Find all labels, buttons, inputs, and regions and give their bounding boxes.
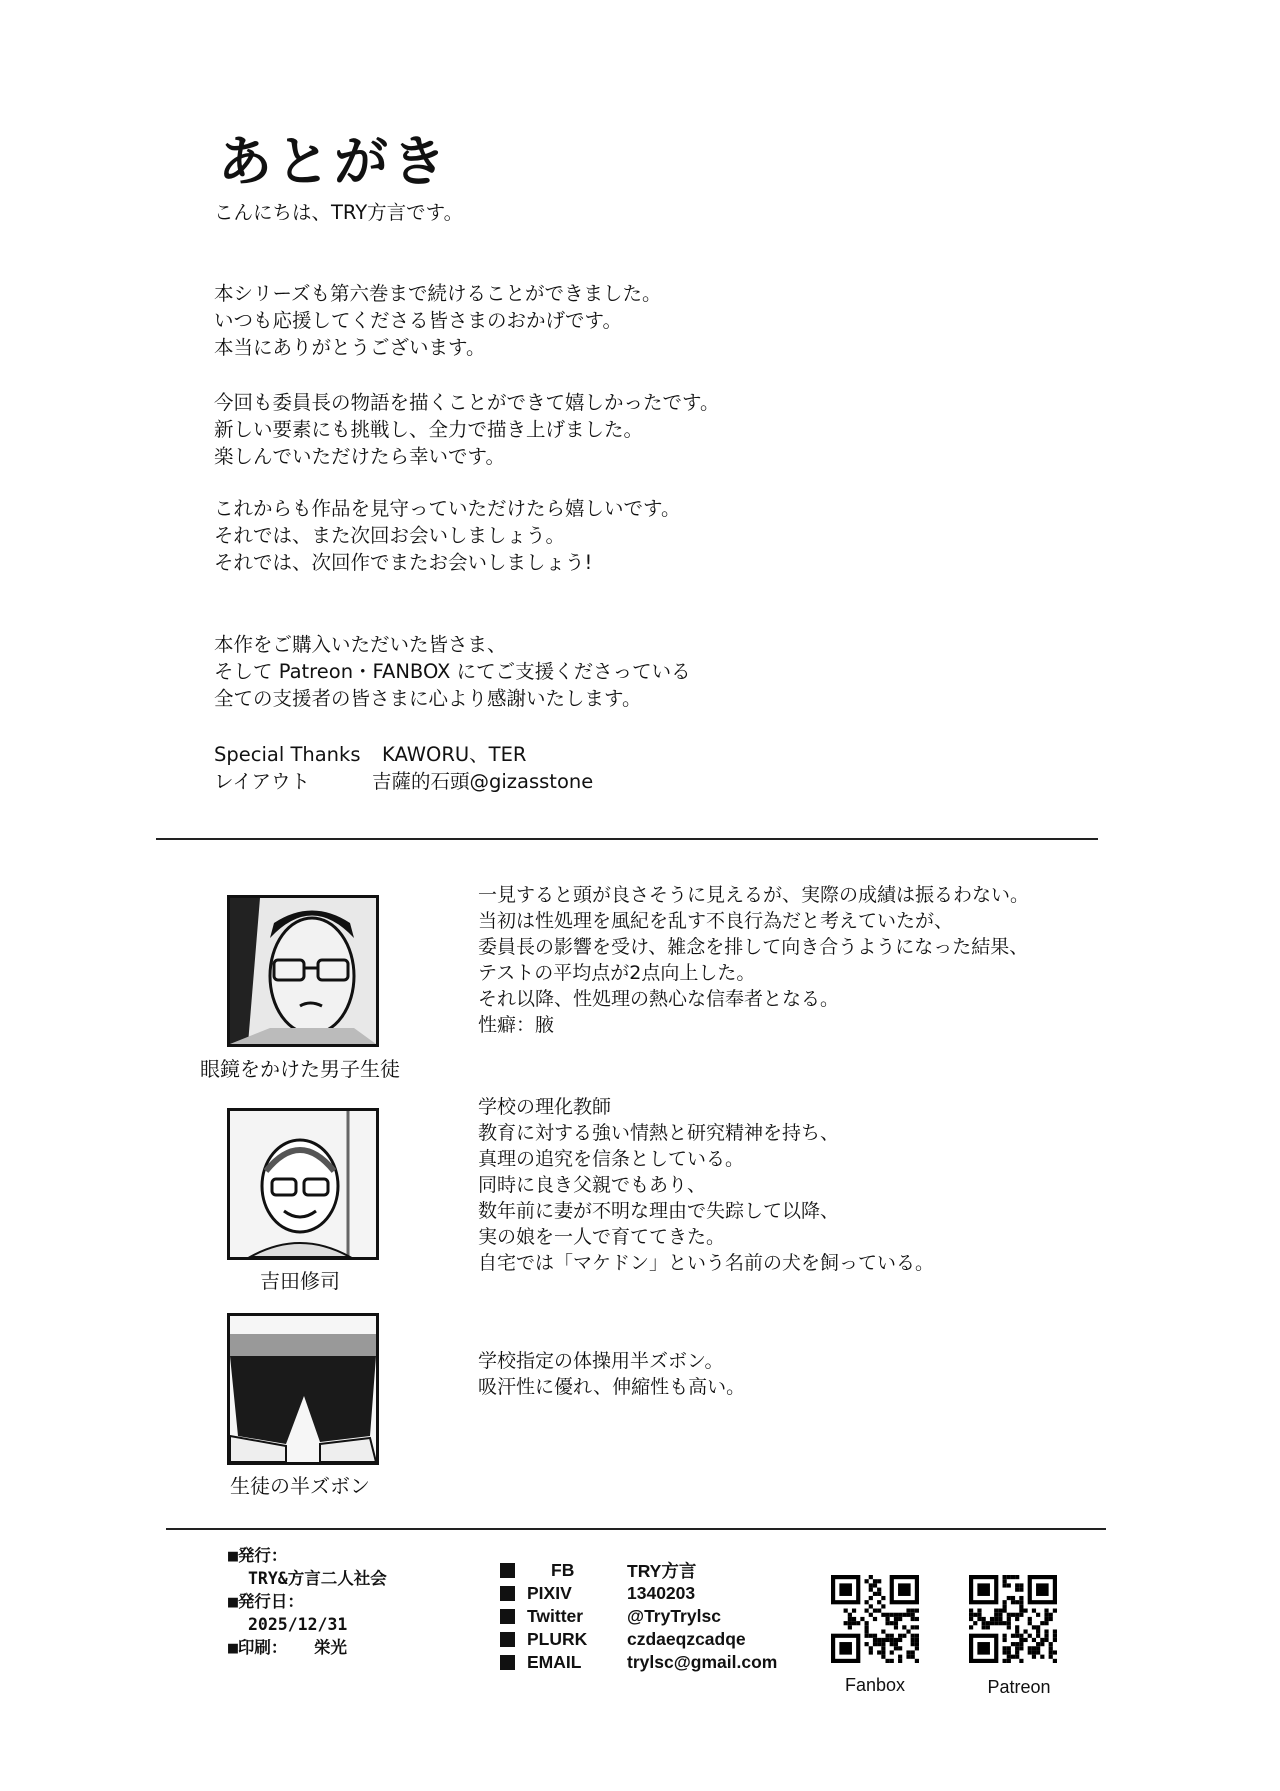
character-name-glasses-student: 眼鏡をかけた男子生徒 xyxy=(200,1057,400,1081)
social-name-pixiv: PIXIV xyxy=(527,1583,572,1603)
footer-divider xyxy=(166,1528,1106,1530)
social-row-fb xyxy=(500,1559,820,1582)
patreon-qr-qr-label: Patreon xyxy=(987,1677,1051,1697)
social-links xyxy=(500,1559,820,1674)
printer-label: ■印刷： xyxy=(228,1638,288,1657)
date-label: ■発行日： xyxy=(228,1592,304,1611)
social-name-fb: FB xyxy=(551,1560,575,1580)
character-name-teacher: 吉田修司 xyxy=(260,1269,340,1293)
social-name-twitter: Twitter xyxy=(527,1606,584,1626)
social-row-twitter xyxy=(500,1605,820,1628)
credit-value-special-thanks: KAWORU、TER xyxy=(382,743,527,766)
publisher-value: TRY&方言二人社会 xyxy=(248,1569,387,1588)
social-value-pixiv[interactable]: 1340203 xyxy=(627,1583,696,1603)
glasses-student-portrait-icon xyxy=(227,895,379,1047)
bullet-square-icon xyxy=(500,1609,515,1624)
bullet-square-icon xyxy=(500,1563,515,1578)
printer-value: 栄光 xyxy=(314,1638,347,1657)
social-row-email xyxy=(500,1651,820,1674)
credit-label-layout: レイアウト xyxy=(214,770,310,793)
social-value-plurk[interactable]: czdaeqzcadqe xyxy=(627,1629,746,1649)
farewell-paragraph: これからも作品を見守っていただけたら嬉しいです。 それでは、また次回お会いしましょう。 それでは、次回作でまたお会いしましょう! xyxy=(214,497,681,574)
story-paragraph: 今回も委員長の物語を描くことができて嬉しかったです。 新しい要素にも挑戦し、全力で描き上げました。 楽しんでいただけたら幸いです。 xyxy=(214,391,720,468)
thanks-paragraph: 本シリーズも第六巻まで続けることができました。 いつも応援してくださる皆さまのおかげです。 本当にありがとうございます。 xyxy=(214,282,662,359)
character-description-teacher: 学校の理化教師 教育に対する強い情熱と研究精神を持ち、 真理の追究を信条としている。 同時に良き父親でもあり、 数年前に妻が不明な理由で失踪して以降、 実の娘を一人で育ててきた。 自宅では「マケドン」という名前の犬を飼っている。 xyxy=(478,1096,935,1274)
patreon-qr-code-icon[interactable] xyxy=(969,1575,1057,1667)
fanbox-qr-label: Fanbox xyxy=(844,1675,906,1695)
greeting-paragraph: こんにちは、TRY方言です。 xyxy=(214,201,464,224)
publisher-label: ■発行： xyxy=(228,1546,288,1565)
section-divider xyxy=(156,838,1098,840)
social-value-twitter[interactable]: @TryTrylsc xyxy=(627,1606,721,1626)
character-description-glasses-student: 一見すると頭が良さそうに見えるが、実際の成績は振るわない。 当初は性処理を風紀を乱す不良行為だと考えていたが、 委員長の影響を受け、雑念を排して向き合うようになった結果、 テストの平均点が2点向上した。 それ以降、性処理の熱心な信奉者となる。 性癖：腋 xyxy=(478,884,1030,1036)
page-title: あとがき xyxy=(218,129,450,193)
bullet-square-icon xyxy=(500,1632,515,1647)
credit-label-special-thanks: Special Thanks xyxy=(214,743,361,766)
social-value-email[interactable]: trylsc@gmail.com xyxy=(627,1652,778,1672)
character-description-gym-shorts: 学校指定の体操用半ズボン。 吸汗性に優れ、伸縮性も高い。 xyxy=(478,1350,746,1398)
date-value: 2025/12/31 xyxy=(248,1615,348,1634)
social-row-plurk xyxy=(500,1628,820,1651)
social-name-plurk: PLURK xyxy=(527,1629,588,1649)
supporters-paragraph: 本作をご購入いただいた皆さま、 そして Patreon・FANBOX にてご支援くださっている 全ての支援者の皆さまに心より感謝いたします。 xyxy=(214,633,691,710)
social-value-fb[interactable]: TRY方言 xyxy=(627,1561,697,1581)
bullet-square-icon xyxy=(500,1586,515,1601)
social-row-pixiv xyxy=(500,1582,820,1605)
teacher-portrait-icon xyxy=(227,1108,379,1260)
bullet-square-icon xyxy=(500,1655,515,1670)
social-name-email: EMAIL xyxy=(527,1652,582,1672)
credit-value-layout: 吉薩的石頭@gizasstone xyxy=(372,770,594,793)
gym-shorts-portrait-icon xyxy=(227,1313,379,1465)
fanbox-qr-code-icon[interactable] xyxy=(831,1575,919,1667)
character-name-gym-shorts: 生徒の半ズボン xyxy=(230,1474,370,1498)
